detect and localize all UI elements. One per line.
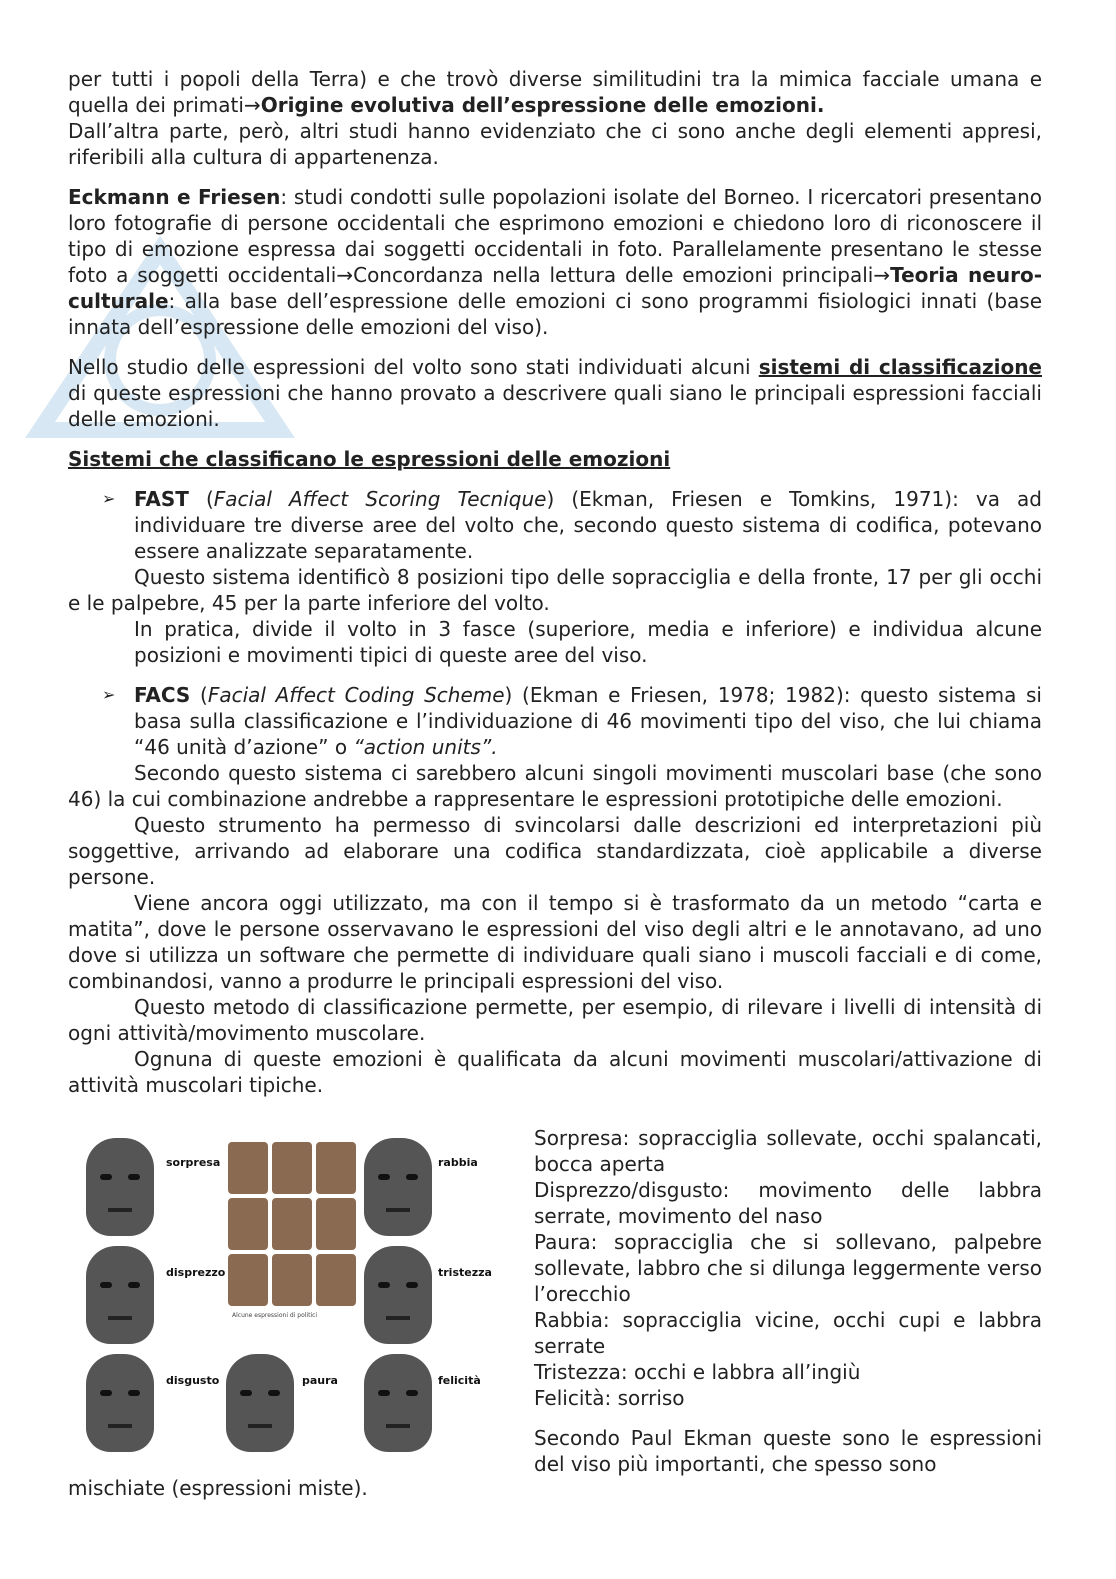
portrait-image xyxy=(316,1254,356,1306)
figure-label: tristezza xyxy=(438,1266,492,1279)
paragraph-fast-bands: In pratica, divide il volto in 3 fasce (superiore, media e inferiore) e individua alcune posizioni e movimenti tipici di queste aree del viso. xyxy=(134,617,1042,667)
face-image xyxy=(226,1354,294,1452)
list-item-fast: ➢ FAST (Facial Affect Scoring Tecnique) (Ekman, Friesen e Tomkins, 1971): va ad individuare tre diverse aree del volto che, secondo questo sistema di codifica, potevano essere analizzate separatamente. xyxy=(102,487,1042,563)
face-image xyxy=(364,1138,432,1236)
desc-tristezza: Tristezza: occhi e labbra all’ingiù xyxy=(534,1360,861,1384)
portrait-image xyxy=(316,1198,356,1250)
portrait-image xyxy=(272,1198,312,1250)
face-image xyxy=(86,1138,154,1236)
figure-label: disprezzo xyxy=(166,1266,226,1279)
figure-label: disgusto xyxy=(166,1374,220,1387)
paragraph-facs-standard: Questo strumento ha permesso di svincolarsi dalle descrizioni ed interpretazioni più soggettive, arrivando ad elaborare una codifica standardizzata, cioè applicabile a diverse persone. xyxy=(68,813,1042,889)
face-image xyxy=(86,1246,154,1344)
document-body xyxy=(68,66,1042,1098)
face-image xyxy=(364,1354,432,1452)
portrait-image xyxy=(228,1198,268,1250)
section-heading: Sistemi che classificano le espressioni delle emozioni xyxy=(68,447,671,471)
desc-paura: Paura: sopracciglia che si sollevano, palpebre sollevate, labbro che si dilunga leggermente verso l’orecchio xyxy=(534,1230,1042,1306)
portrait-image xyxy=(272,1142,312,1194)
desc-rabbia: Rabbia: sopracciglia vicine, occhi cupi e labbra serrate xyxy=(534,1308,1042,1358)
figure-label: paura xyxy=(302,1374,338,1387)
figure-label: rabbia xyxy=(438,1156,478,1169)
paragraph-facs-software: Viene ancora oggi utilizzato, ma con il tempo si è trasformato da un metodo “carta e matita”, dove le persone osservavano le espressioni del viso degli altri e le annotavano, ad uno dove si utilizza un software che permette di individuare quali siano i muscoli facciali e di come, combinandosi, vanno a produrre le principali espressioni del viso. xyxy=(68,891,1042,993)
portrait-image xyxy=(272,1254,312,1306)
bullet-arrow-icon: ➢ xyxy=(102,489,116,508)
paragraph-eckmann: Eckmann e Friesen: studi condotti sulle popolazioni isolate del Borneo. I ricercatori presentano loro fotografie di persone occidentali che esprimono emozioni e chiedono loro di riconoscere il tipo di emozione espressa dai soggetti occidentali in foto. Parallelamente presentano le stesse foto a soggetti occidentali→Concordanza nella lettura delle emozioni principali→Teoria neuro-culturale: alla base dell’espressione delle emozioni ci sono programmi fisiologici innati (base innata dell’espressione delle emozioni del viso). xyxy=(68,185,1043,339)
portrait-image xyxy=(228,1254,268,1306)
face-image xyxy=(86,1354,154,1452)
paragraph-facs-intensity: Questo metodo di classificazione permette, per esempio, di rilevare i livelli di intensità di ogni attività/movimento muscolare. xyxy=(68,995,1042,1045)
desc-sorpresa: Sorpresa: sopracciglia sollevate, occhi spalancati, bocca aperta xyxy=(534,1126,1042,1176)
paragraph-mixed: mischiate (espressioni miste). xyxy=(68,1476,368,1500)
figure-label: felicità xyxy=(438,1374,481,1387)
figure-caption: Alcune espressioni di politici xyxy=(232,1312,318,1319)
emotions-figure xyxy=(72,1134,502,1464)
paragraph-facs-emotions: Ognuna di queste emozioni è qualificata da alcuni movimenti muscolari/attivazione di attività muscolari tipiche. xyxy=(68,1047,1042,1097)
portrait-image xyxy=(316,1142,356,1194)
paragraph-classification: Nello studio delle espressioni del volto sono stati individuati alcuni sistemi di classificazione di queste espressioni che hanno provato a descrivere quali siano le principali espressioni facciali delle emozioni. xyxy=(68,355,1042,431)
desc-disprezzo: Disprezzo/disgusto: movimento delle labbra serrate, movimento del naso xyxy=(534,1178,1042,1228)
desc-felicita: Felicità: sorriso xyxy=(534,1386,685,1410)
arrow-icon: → xyxy=(243,93,261,117)
arrow-icon: → xyxy=(336,263,354,287)
portrait-image xyxy=(228,1142,268,1194)
list-item-facs: ➢ FACS (Facial Affect Coding Scheme) (Ekman e Friesen, 1978; 1982): questo sistema si basa sulla classificazione e l’individuazione di 46 movimenti tipo del viso, che lui chiama “46 unità d’azione” o “action units”. xyxy=(102,683,1042,759)
face-image xyxy=(364,1246,432,1344)
arrow-icon: → xyxy=(873,263,891,287)
emotions-descriptions xyxy=(534,1125,1042,1477)
bullet-arrow-icon: ➢ xyxy=(102,685,116,704)
paragraph-fast-positions: Questo sistema identificò 8 posizioni tipo delle sopracciglia e della fronte, 17 per gli occhi e le palpebre, 45 per la parte inferiore del volto. xyxy=(68,565,1042,615)
paragraph-evolution: per tutti i popoli della Terra) e che trovò diverse similitudini tra la mimica facciale umana e quella dei primati→Origine evolutiva dell’espressione delle emozioni. xyxy=(68,67,1042,117)
desc-ekman: Secondo Paul Ekman queste sono le espressioni del viso più importanti, che spesso sono xyxy=(534,1426,1042,1476)
paragraph-facs-muscles: Secondo questo sistema ci sarebbero alcuni singoli movimenti muscolari base (che sono 46) la cui combinazione andrebbe a rappresentare le espressioni prototipiche delle emozioni. xyxy=(68,761,1042,811)
paragraph-culture: Dall’altra parte, però, altri studi hanno evidenziato che ci sono anche degli elementi appresi, riferibili alla cultura di appartenenza. xyxy=(68,119,1042,169)
figure-label: sorpresa xyxy=(166,1156,221,1169)
